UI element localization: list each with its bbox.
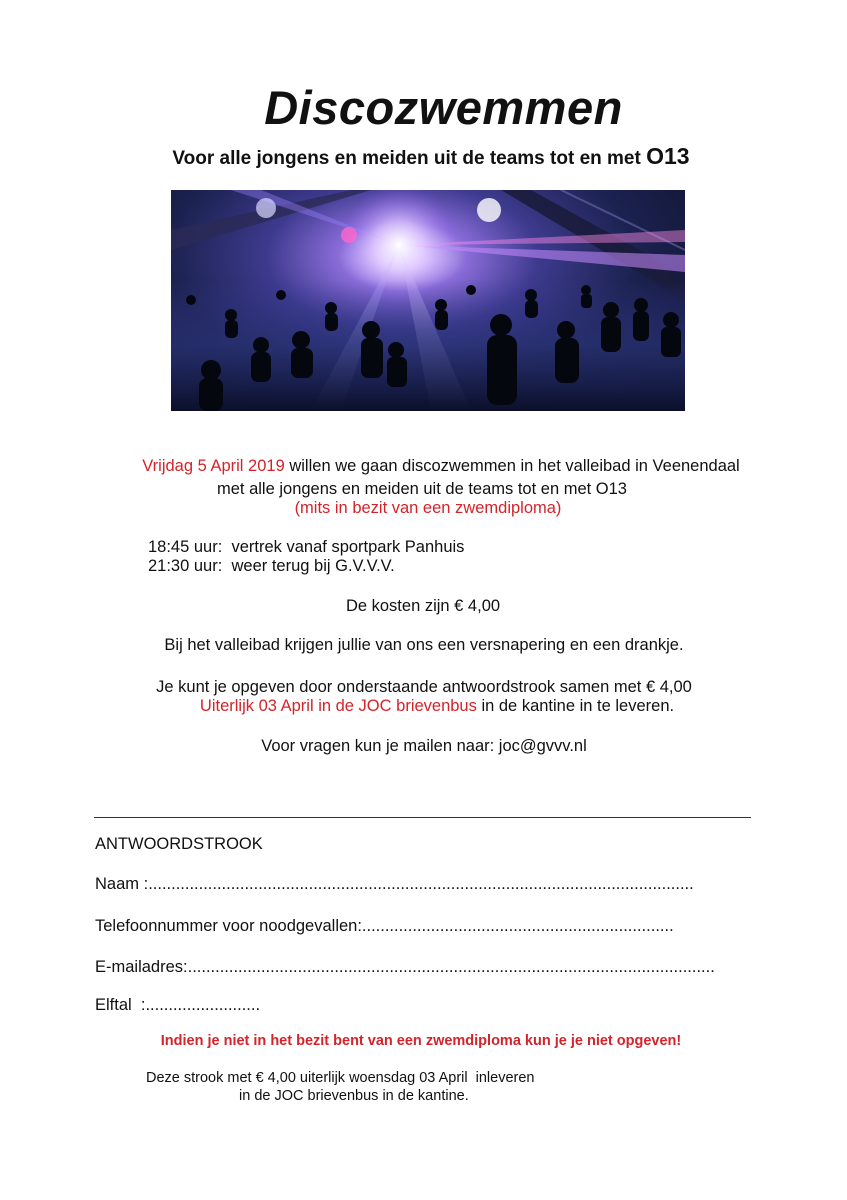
- signup-deadline: Uiterlijk 03 April in de JOC brievenbus: [199, 697, 477, 715]
- form-field-label: Naam :: [95, 875, 149, 893]
- schedule-time: 18:45 uur:: [148, 538, 223, 556]
- subtitle-highlight: O13: [646, 143, 690, 169]
- page-title: Discozwemmen: [264, 81, 623, 134]
- intro-line-1: [0, 457, 847, 476]
- footer-line-2: in de JOC brievenbus in de kantine.: [239, 1088, 469, 1104]
- subtitle-text: Voor alle jongens en meiden uit de teams tot en met: [172, 148, 647, 169]
- form-field-emergency-phone[interactable]: [95, 917, 674, 936]
- footer-line-1: Deze strook met € 4,00 uiterlijk woensdag 03 April inleveren: [146, 1070, 535, 1086]
- form-field-dots: ...................................................................................................................: [187, 958, 715, 976]
- form-heading: ANTWOORDSTROOK: [95, 835, 263, 853]
- signup-line-2: [0, 697, 847, 716]
- form-field-label: Telefoonnummer voor noodgevallen:: [95, 917, 362, 935]
- event-date: Vrijdag 5 April 2019: [142, 457, 285, 475]
- form-field-email[interactable]: [95, 958, 715, 977]
- form-field-label: Elftal: [95, 996, 132, 1014]
- signup-line-1: Je kunt je opgeven door onderstaande antwoordstrook samen met € 4,00: [156, 678, 692, 696]
- form-field-dots: :.........................: [131, 996, 261, 1014]
- schedule-item: [148, 538, 464, 557]
- diploma-requirement: (mits in bezit van een zwemdiploma): [294, 499, 562, 517]
- signup-line-2-rest: in de kantine in te leveren.: [476, 697, 675, 715]
- schedule-desc: vertrek vanaf sportpark Panhuis: [231, 538, 465, 556]
- cut-line-divider: [94, 817, 751, 818]
- schedule-item: [148, 557, 395, 576]
- schedule-desc: weer terug bij G.V.V.V.: [231, 557, 395, 575]
- snack-text: Bij het valleibad krijgen jullie van ons een versnapering en een drankje.: [164, 636, 684, 654]
- diploma-warning: Indien je niet in het bezit bent van een zwemdiploma kun je je niet opgeven!: [160, 1033, 682, 1049]
- intro-line-2: met alle jongens en meiden uit de teams tot en met O13: [217, 480, 627, 498]
- form-field-team[interactable]: [95, 996, 260, 1015]
- form-field-dots: ....................................................................: [361, 917, 674, 935]
- disco-pool-photo: [171, 190, 685, 411]
- form-field-name[interactable]: [95, 875, 694, 894]
- intro-line-1-rest: willen we gaan discozwemmen in het valleibad in Veenendaal: [284, 457, 740, 475]
- schedule-time: 21:30 uur:: [148, 557, 223, 575]
- contact-text: Voor vragen kun je mailen naar: joc@gvvv.nl: [261, 737, 587, 755]
- costs-text: De kosten zijn € 4,00: [345, 597, 501, 615]
- page-subtitle: [0, 143, 847, 170]
- form-field-dots: .......................................................................................................................: [148, 875, 694, 893]
- disco-pool-illustration: [171, 190, 685, 411]
- form-field-label: E-mailadres:: [95, 958, 188, 976]
